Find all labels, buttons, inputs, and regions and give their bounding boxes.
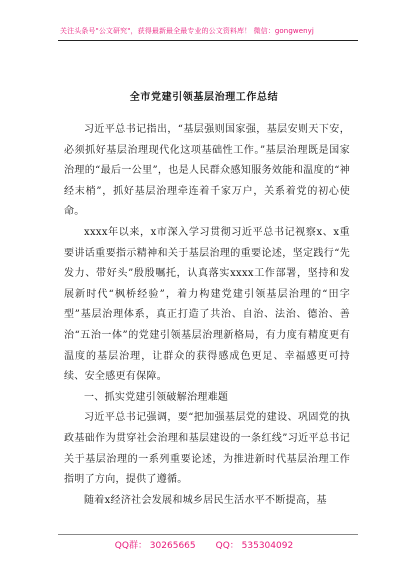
footer-qq-group: QQ群： 30265665 [114, 541, 196, 551]
document-body [64, 120, 350, 511]
paragraph-2: xxxx年以来，x市深入学习贯彻习近平总书记视察x、x重要讲话重要指示精神和关于基层治理的重要论述，坚定践行“先发力、带好头”殷殷嘱托，认真落实xxxx工作部署，坚持和发展新时代“枫桥经验”，着力构建党建引领基层治理的“田字型”基层治理体系，真正打造了共治、自治、法治、德治、善治“五治一体”的党建引领基层治理新格局，有力度有精度更有温度的基层治理，让群众的获得感成色更足、幸福感更可持续、安全感更有保障。 [64, 226, 350, 383]
header-divider [58, 40, 358, 41]
footer-contact [0, 538, 408, 551]
paragraph-1: 习近平总书记指出，“基层强则国家强，基层安则天下安，必须抓好基层治理现代化这项基础性工作。”基层治理既是国家治理的“最后一公里”，也是人民群众感知服务效能和温度的“神经末梢”，抓好基层治理牵连着千家万户，关系着党的初心使命。 [64, 124, 350, 218]
section-heading-1: 一、抓实党建引领破解治理难题 [84, 391, 229, 403]
paragraph-3: 习近平总书记强调，要“把加强基层党的建设、巩固党的执政基础作为贯穿社会治理和基层建设的一条红线”习近平总书记关于基层治理的一系列重要论述，为推进新时代基层治理工作指明了方向，提供了遵循。 [64, 412, 350, 486]
paragraph-4: 随着x经济社会发展和城乡居民生活水平不断提高，基 [84, 494, 327, 506]
footer-divider [58, 534, 358, 535]
header-banner: 关注头条号"公文研究"，获得最新最全最专业的公文资料库！ 微信：gongwenyj [60, 27, 314, 35]
document-title: 全市党建引领基层治理工作总结 [129, 92, 279, 103]
footer-qq: QQ： 535304092 [215, 541, 294, 551]
